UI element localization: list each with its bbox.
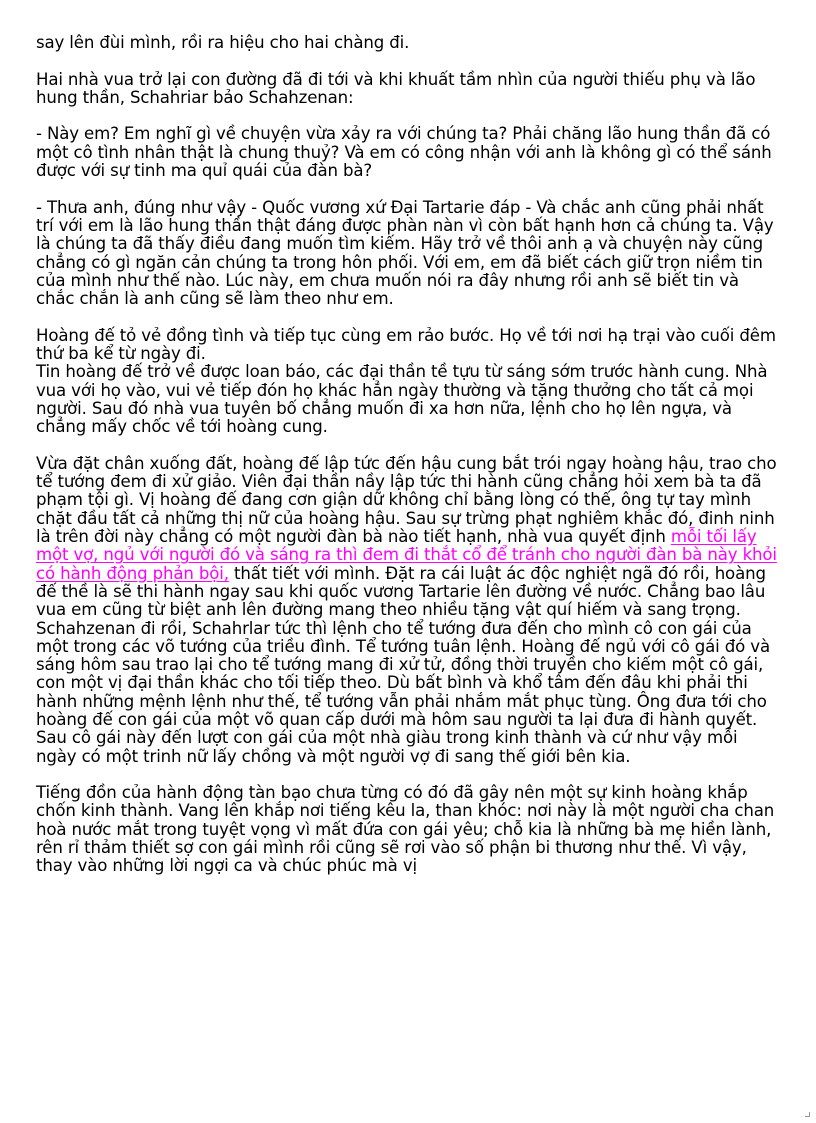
paragraph-1: say lên đùi mình, rồi ra hiệu cho hai chàng đi. [36, 33, 410, 52]
paragraph-6: Tin hoàng đế trở về được loan báo, các đại thần tề tựu từ sáng sớm trước hành cung. Nhà vua với họ vào, vui vẻ tiếp đón họ khác hẳn ngày thường và tặng thưởng cho tất cả mọi người. Sau đó nhà vua tuyên bố chẳng muốn đi xa hơn nữa, lệnh cho họ lên ngựa, và chẳng mấy chốc về tới hoàng cung. [36, 362, 768, 437]
paragraph-3: - Này em? Em nghĩ gì về chuyện vừa xảy ra với chúng ta? Phải chăng lão hung thần đã có một cô tình nhân thật là chung thuỷ? Và em có công nhận với anh là không gì có thể sánh được với sự tinh ma quỉ quái của đàn bà? [36, 124, 772, 181]
paragraph-7 [36, 455, 782, 766]
paragraph-8: Tiếng đồn của hành động tàn bạo chưa từng có đó đã gây nên một sự kinh hoàng khắp chốn kinh thành. Vang lên khắp nơi tiếng kêu la, than khóc: nơi này là một người cha chan hoà nước mắt trong tuyệt vọng vì mất đứa con gái yêu; chỗ kia là những bà mẹ hiền lành, rên rỉ thảm thiết sợ con gái mình rồi cũng sẽ rơi vào số phận bi thương như thế. Vì vậy, thay vào những lời ngợi ca và chúc phúc mà vị [36, 783, 775, 876]
paragraph-7-before: Vừa đặt chân xuống đất, hoàng đế lập tức đến hậu cung bắt trói ngay hoàng hậu, trao cho tể tướng đem đi xử giảo. Viên đại thần nầy lập tức thi hành cũng chẳng hỏi xem bà ta đã phạm tội gì. Vị hoàng đế đang cơn giận dữ không chỉ bằng lòng có thế, ông tự tay mình chặt đầu tất cả những thị nữ của hoàng hậu. Sau sự trừng phạt nghiêm khắc đó, đinh ninh là trên đời này chẳng có một người đàn bà nào tiết hạnh, nhà vua quyết định [36, 453, 777, 547]
paragraph-5: Hoàng đế tỏ vẻ đồng tình và tiếp tục cùng em rảo bước. Họ về tới nơi hạ trại vào cuối đêm thứ ba kể từ ngày đi. [36, 325, 776, 364]
document-page [36, 34, 782, 876]
page-corner-mark [805, 1112, 810, 1117]
paragraph-7-after: thất tiết với mình. Đặt ra cái luật ác độc nghiệt ngã đó rồi, hoàng đế thề là sẽ thi hành ngay sau khi quốc vương Tartarie lên đường về nước. Chẳng bao lâu vua em cũng từ biệt anh lên đường mang theo nhiều tặng vật quí hiếm và sang trọng. Schahzenan đi rồi, Schahrlar tức thì lệnh cho tể tướng đưa đến cho mình cô con gái của một trong các võ tướng của triều đình. Tể tướng tuân lệnh. Hoàng đế ngủ với cô gái đó và sáng hôm sau trao lại cho tể tướng mang đi xử tử, đồng thời truyền cho kiếm một cô gái, con một vị đại thần khác cho tối tiếp theo. Dù bất bình và khổ tâm đến đâu khi phải thi hành những mệnh lệnh như thế, tể tướng vẫn phải nhắm mắt phục tùng. Ông đưa tới cho hoàng đế con gái của một võ quan cấp dưới mà hôm sau người ta lại đưa đi hành quyết. Sau cô gái này đến lượt con gái của một nhà giàu trong kinh thành và cứ như vậy mỗi ngày có một trinh nữ lấy chồng và một người vợ đi sang thế giới bên kia. [36, 563, 770, 766]
highlighted-link[interactable]: mỗi tối lấy một vợ, ngủ với người đó và sáng ra thì đem đi thắt cổ để tránh cho người đàn bà này khỏi có hành động phản bội, [36, 527, 777, 583]
paragraph-2: Hai nhà vua trở lại con đường đã đi tới và khi khuất tầm nhìn của người thiếu phụ và lão hung thần, Schahriar bảo Schahzenan: [36, 69, 756, 107]
paragraph-4: - Thưa anh, đúng như vậy - Quốc vương xứ Đại Tartarie đáp - Và chắc anh cũng phải nhất trí với em là lão hung thần thật đáng được phàn nàn vì còn bất hạnh hơn cả chúng ta. Vậy là chúng ta đã thấy điều đang muốn tìm kiếm. Hãy trở về thôi anh ạ và chuyện này cũng chẳng có gì ngăn cản chúng ta trong hôn phối. Với em, em đã biết cách giữ trọn niềm tin của mình như thế nào. Lúc này, em chưa muốn nói ra đây nhưng rồi anh sẽ biết tin và chắc chắn là anh cũng sẽ làm theo như em. [36, 197, 774, 309]
